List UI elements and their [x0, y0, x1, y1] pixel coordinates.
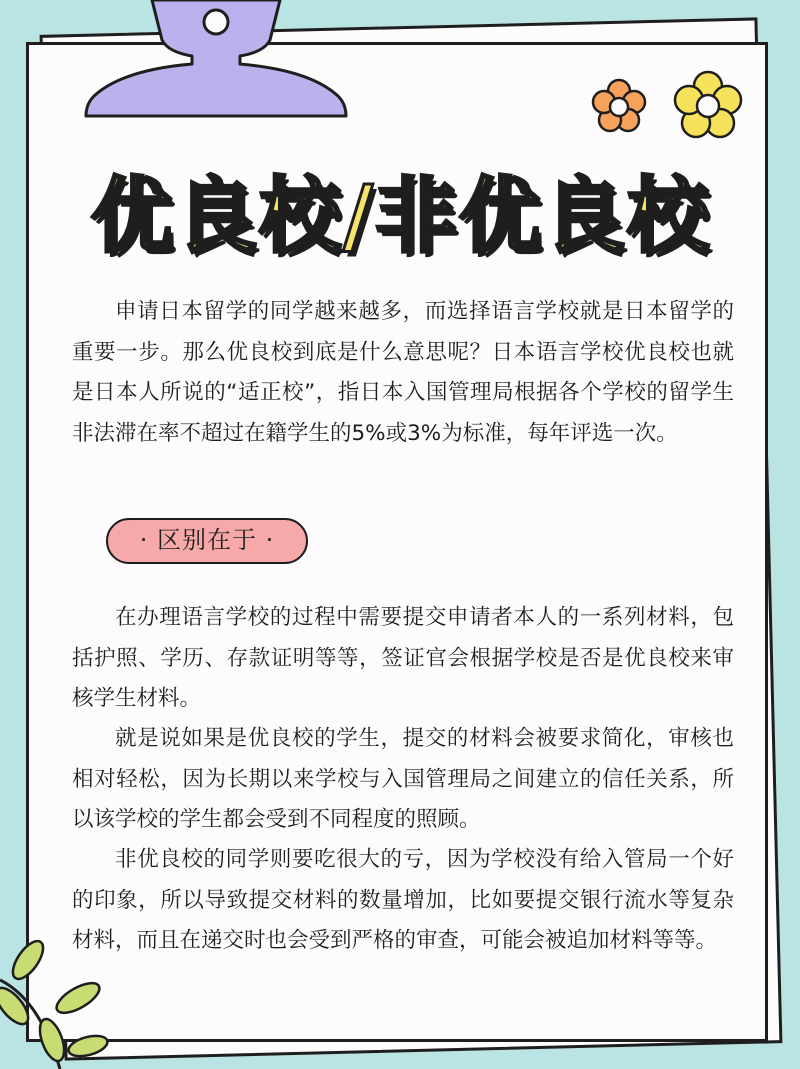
leaf-sprig-icon — [0, 940, 110, 1069]
section-label-pill: · 区别在于 · — [106, 518, 308, 564]
orange-flower-icon — [590, 78, 648, 136]
yellow-flower-icon — [672, 70, 744, 142]
body-paragraph-2: 就是说如果是优良校的学生，提交的材料会被要求简化，审核也相对轻松，因为长期以来学校与入国管理局之间建立的信任关系，所以该学校的学生都会受到不同程度的照顾。 — [72, 726, 734, 832]
body-paragraph-1: 在办理语言学校的过程中需要提交申请者本人的一系列材料，包括护照、学历、存款证明等等，签证官会根据学校是否是优良校来审核学生材料。 — [72, 605, 734, 711]
intro-paragraph: 申请日本留学的同学越来越多，而选择语言学校就是日本留学的重要一步。那么优良校到底是什么意思呢？日本语言学校优良校也就是日本人所说的“适正校”，指日本入国管理局根据各个学校的留学生非法滞在率不超过在籍学生的5%或3%为标准，每年评选一次。 — [72, 299, 734, 446]
body-paragraph-3: 非优良校的同学则要吃很大的亏，因为学校没有给入管局一个好的印象，所以导致提交材料的数量增加，比如要提交银行流水等复杂材料，而且在递交时也会受到严格的审查，可能会被追加材料等等。 — [72, 847, 734, 953]
paper-clip-icon — [82, 0, 350, 124]
page-title: 优良校/非优良校 — [91, 169, 711, 264]
